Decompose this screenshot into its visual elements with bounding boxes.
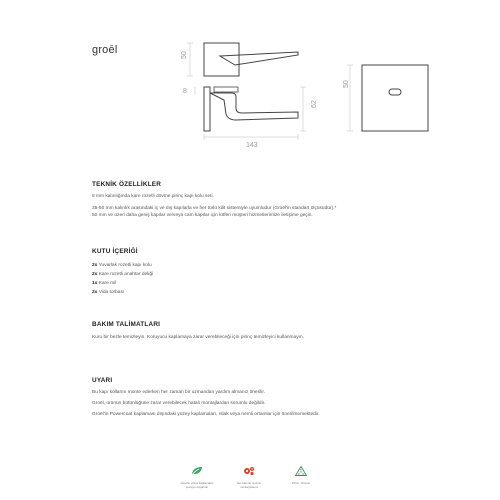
technical-section <box>92 181 432 219</box>
care-title: BAKIM TALİMATLARI <box>92 321 161 328</box>
lever-side-view <box>210 93 298 120</box>
kit-item: 2x Kare rozetli anahtar deliği <box>92 272 154 277</box>
badge-material: Pirinç - Dövme <box>276 463 326 485</box>
kit-section <box>92 248 432 296</box>
dim-projection: 62 <box>311 100 318 108</box>
leaf-icon <box>191 466 203 476</box>
warning-line-2: Groël, ürünün bütünlüğüne zarar verebilecek hatalı montajlardan sorumlu değildir. <box>92 401 266 406</box>
kit-item: 2x Vida torbası <box>92 290 125 295</box>
badge-mount: Her kapı ile uyumlu montaj sistemi <box>224 463 274 490</box>
dim-length: 143 <box>246 142 258 149</box>
dim-rosette-thickness: 8 <box>183 88 187 95</box>
technical-line-2: 35-50 mm kalınlık arasındaki iç ve dış kapılarla ve her türlü kilit sistemiyle uyumludur (Groël'in standart ölçüsüdür).* <box>92 206 337 211</box>
warning-line-3: Groël'in Powercoat kaplaması dışındaki yüzey kaplamaları, ıslak veya nemli ortamlar için önerilmemektedir. <box>92 412 320 417</box>
warning-line-1: Bu kapı kollarını monte ederken her zaman bir uzmandan yardım almanız önerilir. <box>92 390 266 395</box>
keyhole-icon <box>389 89 401 95</box>
footer-badges <box>0 463 500 493</box>
lever-top-view <box>220 52 298 65</box>
dim-side-height: 50 <box>343 80 350 88</box>
rosette-side-view <box>204 87 210 131</box>
technical-drawing <box>0 0 500 160</box>
gear-icon <box>243 466 255 476</box>
kit-item: 1x Kare mil <box>92 281 117 286</box>
triangle-icon <box>295 466 307 476</box>
warning-title: UYARI <box>92 377 113 384</box>
technical-line-1: 8 mm kalınlığında kare rozetli dövme pirinç kapı kolu seti. <box>92 194 214 199</box>
badge-eco: Groël'in yüzey kaplamaları çevreye duyarlıdır <box>172 463 222 490</box>
keyhole-rosette <box>362 65 428 131</box>
technical-title: TEKNİK ÖZELLİKLER <box>92 181 162 188</box>
warning-section <box>92 377 432 418</box>
brand-logo: groēl <box>92 44 118 56</box>
kit-item: 2x Yuvarlak rozetli kapı kolu <box>92 263 152 268</box>
rosette-top-view <box>204 43 239 76</box>
technical-line-3: 50 mm ve üzeri daha geniş kapılar ve/veya cam kapılar için lütfen müşteri hizmetlerimize iletişime geçin. <box>92 213 313 218</box>
kit-title: KUTU İÇERİĞİ <box>92 248 138 255</box>
care-section <box>92 321 432 341</box>
dim-rosette-height: 50 <box>181 51 188 59</box>
care-line: Kuru bir bezle temizleyin. Koruyucu kaplamaya zarar verebileceği için pirinç temizleyici kullanmayın. <box>92 335 304 340</box>
